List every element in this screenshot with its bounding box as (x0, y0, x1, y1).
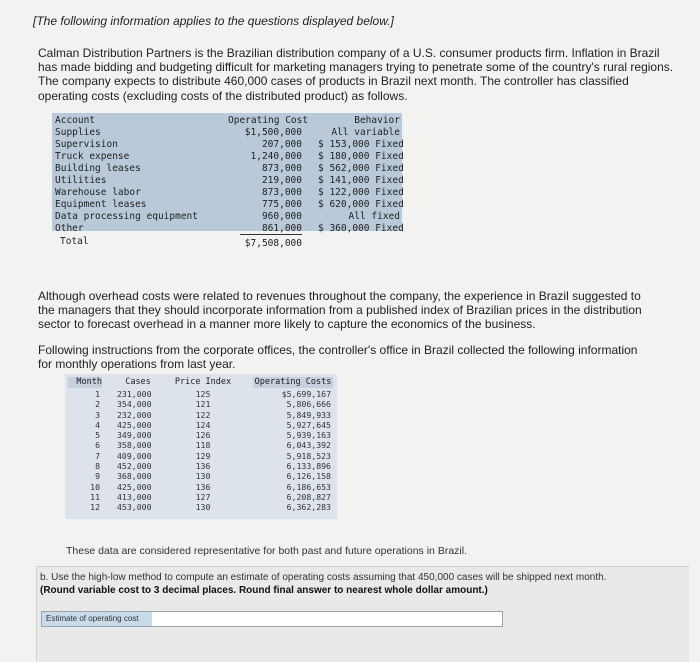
behavior-cell: All fixed (348, 211, 400, 222)
operating-cost-cell: 861,000 (261, 223, 302, 234)
price-index-cell: 121 (195, 399, 211, 410)
operating-costs-cell: 5,918,523 (286, 450, 331, 461)
price-index-cell: 125 (195, 389, 211, 399)
account-cell: Supervision (55, 139, 118, 150)
price-index-cell: 124 (195, 419, 211, 430)
account-cell: Equipment leases (55, 199, 147, 210)
operating-cost-cell: 1,240,000 (250, 151, 302, 162)
operating-costs-cell: 6,186,653 (286, 481, 331, 492)
operating-costs-cell: 6,126,158 (286, 471, 331, 482)
cases-cell: 452,000 (117, 461, 152, 472)
behavior-cell: $ 153,000 Fixed (318, 139, 404, 150)
total-rule (240, 234, 302, 235)
operating-cost-cell: $1,500,000 (244, 127, 302, 138)
behavior-cell: $ 122,000 Fixed (318, 187, 404, 198)
cases-cell: 232,000 (117, 409, 152, 420)
month-cell: 12 (90, 502, 100, 513)
operating-cost-column (228, 115, 309, 235)
total-label: Total (60, 236, 89, 247)
operating-costs-cell: 6,362,283 (286, 502, 331, 513)
price-index-cell: 122 (195, 409, 211, 420)
operating-costs-header: Operating Costs (254, 377, 332, 387)
account-cell: Building leases (55, 163, 141, 174)
cases-cell: 413,000 (117, 491, 152, 502)
answer-label: Estimate of operating cost (42, 612, 152, 626)
operating-costs-cell: 5,849,933 (286, 409, 331, 420)
question-text: b. Use the high-low method to compute an estimate of operating costs assuming that 450,000 cases will be shipped next month. (40, 572, 607, 583)
account-cell: Truck expense (55, 151, 130, 162)
month-cell: 6 (95, 440, 100, 451)
behavior-cell: $ 562,000 Fixed (318, 163, 404, 174)
operating-cost-header: Operating Cost (228, 115, 309, 126)
behavior-header: Behavior (354, 115, 400, 126)
cases-cell: 368,000 (117, 471, 152, 482)
intro-note: [The following information applies to the questions displayed below.] (33, 14, 394, 28)
price-index-column (177, 389, 229, 513)
account-cell: Data processing equipment (55, 211, 198, 222)
operating-cost-cell: 775,000 (261, 199, 302, 210)
cases-cell: 425,000 (117, 419, 152, 430)
operating-costs-cell: 6,208,827 (286, 491, 331, 502)
month-cell: 8 (95, 461, 100, 472)
cases-header: Cases (120, 377, 156, 388)
cases-cell: 425,000 (117, 481, 152, 492)
cases-cell: 354,000 (117, 399, 152, 410)
price-index-header: Price Index (172, 377, 234, 388)
operating-costs-cell: 5,939,163 (286, 430, 331, 441)
operating-costs-cell: $5,699,167 (281, 389, 331, 399)
price-index-cell: 130 (195, 471, 211, 482)
price-index-cell: 136 (195, 481, 211, 492)
behavior-column (318, 115, 404, 235)
cases-cell: 231,000 (117, 389, 152, 399)
account-header: Account (55, 115, 96, 126)
behavior-cell: All variable (331, 127, 400, 138)
operating-cost-estimate-input[interactable] (154, 613, 498, 624)
cases-cell: 453,000 (117, 502, 152, 513)
behavior-cell: $ 360,000 Fixed (318, 223, 404, 234)
cases-cell: 349,000 (117, 430, 152, 441)
month-cell: 2 (95, 399, 100, 410)
operating-cost-cell: 219,000 (261, 175, 302, 186)
account-cell: Warehouse labor (55, 187, 141, 198)
month-cell: 4 (95, 419, 100, 430)
month-cell: 10 (90, 481, 100, 492)
answer-row (41, 611, 503, 627)
price-index-cell: 136 (195, 461, 211, 472)
behavior-cell: $ 141,000 Fixed (318, 175, 404, 186)
representative-note: These data are considered representative for both past and future operations in Brazil. (66, 545, 467, 557)
month-cell: 11 (90, 491, 100, 502)
behavior-cell: $ 180,000 Fixed (318, 151, 404, 162)
month-column (70, 389, 100, 513)
operating-cost-cell: 873,000 (261, 163, 302, 174)
account-cell: Other (55, 223, 84, 234)
overhead-paragraph: Although overhead costs were related to revenues throughout the company, the experience in Brazil suggested to the managers that they should incorporate information from a published index of Brazilian prices in the distribution sector to forecast overhead in a manner more likely to capture the economics of the business. (38, 289, 642, 332)
behavior-cell: $ 620,000 Fixed (318, 199, 404, 210)
account-cell: Supplies (55, 127, 101, 138)
price-index-cell: 130 (195, 502, 211, 513)
month-cell: 1 (95, 389, 100, 399)
price-index-cell: 118 (195, 440, 211, 451)
operating-costs-cell: 5,806,666 (286, 399, 331, 410)
operating-costs-column (255, 389, 331, 513)
operating-cost-cell: 960,000 (261, 211, 302, 222)
account-cell: Utilities (55, 175, 107, 186)
operating-costs-cell: 5,927,645 (286, 419, 331, 430)
month-cell: 5 (95, 430, 100, 441)
cases-cell: 409,000 (117, 450, 152, 461)
total-value: $7,508,000 (244, 238, 302, 249)
problem-description: Calman Distribution Partners is the Brazilian distribution company of a U.S. consumer products firm. Inflation in Brazil has made bidding and budgeting difficult for marketing managers trying to penetrate some of the country's rural regions. The company expects to distribute 460,000 cases of products in Brazil next month. The controller has classified operating costs (excluding costs of the distributed product) as follows. (38, 46, 674, 103)
operating-cost-cell: 207,000 (261, 139, 302, 150)
operating-costs-cell: 6,133,896 (286, 461, 331, 472)
cases-column (117, 389, 163, 513)
price-index-cell: 127 (195, 491, 211, 502)
account-column (55, 115, 198, 235)
cases-cell: 358,000 (117, 440, 152, 451)
instructions-paragraph: Following instructions from the corporate offices, the controller's office in Brazil collected the following information for monthly operations from last year. (38, 343, 638, 372)
operating-cost-cell: 873,000 (261, 187, 302, 198)
month-header: Month (68, 377, 102, 388)
month-cell: 9 (95, 471, 100, 482)
rounding-instructions: (Round variable cost to 3 decimal places. Round final answer to nearest whole dollar amount.) (40, 585, 488, 596)
month-cell: 3 (95, 409, 100, 420)
price-index-cell: 126 (195, 430, 211, 441)
month-cell: 7 (95, 450, 100, 461)
price-index-cell: 129 (195, 450, 211, 461)
operating-costs-cell: 6,043,392 (286, 440, 331, 451)
